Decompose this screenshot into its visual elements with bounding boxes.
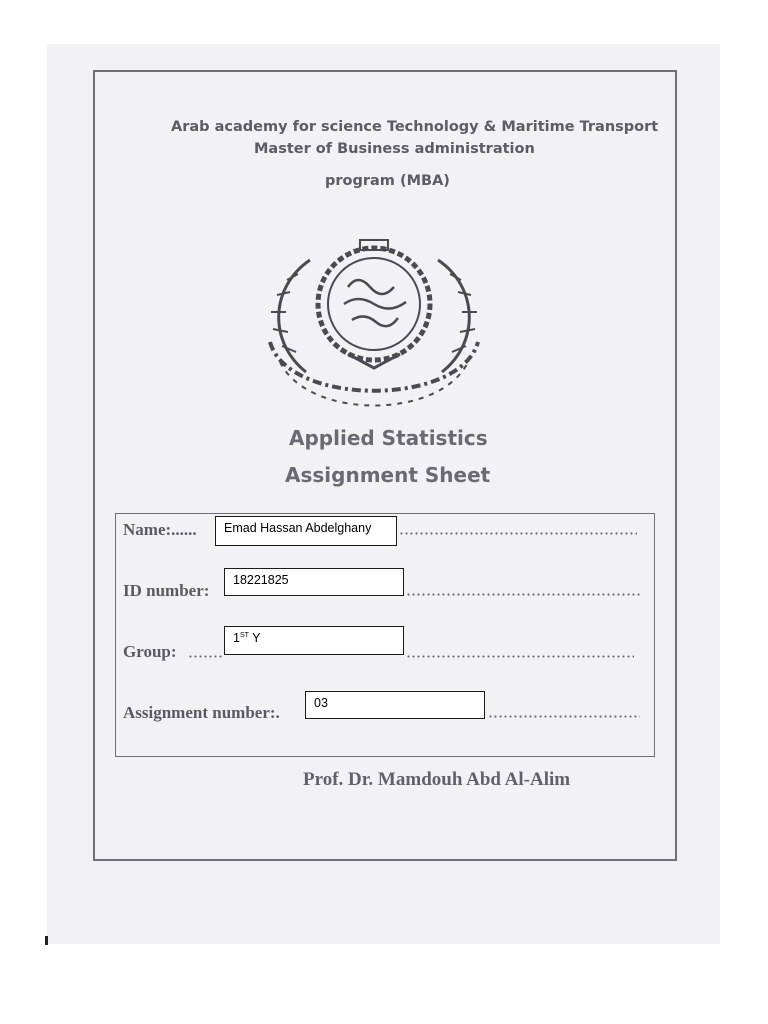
group-label: Group:: [123, 642, 177, 661]
id-dotted-line: [406, 593, 641, 596]
assignment-number-field[interactable]: 03: [305, 691, 485, 719]
program-abbreviation: program (MBA): [325, 173, 450, 189]
sheet-title: Assignment Sheet: [285, 463, 491, 487]
name-field[interactable]: Emad Hassan Abdelghany: [215, 516, 397, 546]
program-name: Master of Business administration: [254, 141, 535, 157]
scan-mark: [45, 936, 48, 945]
institution-name: Arab academy for science Technology & Maritime Transport: [171, 119, 659, 135]
assignment-dotted-line: [488, 715, 640, 718]
assignment-number-label: Assignment number:.: [123, 703, 280, 722]
name-dotted-line: [399, 532, 637, 535]
group-dotted-line-left: [188, 655, 224, 658]
academy-seal-icon: [248, 232, 500, 428]
subject-title: Applied Statistics: [289, 426, 488, 450]
group-field[interactable]: 1ST Y: [224, 626, 404, 655]
name-label: Name:......: [123, 520, 197, 539]
professor-name: Prof. Dr. Mamdouh Abd Al-Alim: [303, 769, 571, 790]
id-number-field[interactable]: 18221825: [224, 568, 404, 596]
group-dotted-line: [406, 655, 634, 658]
id-number-label: ID number:: [123, 581, 210, 600]
